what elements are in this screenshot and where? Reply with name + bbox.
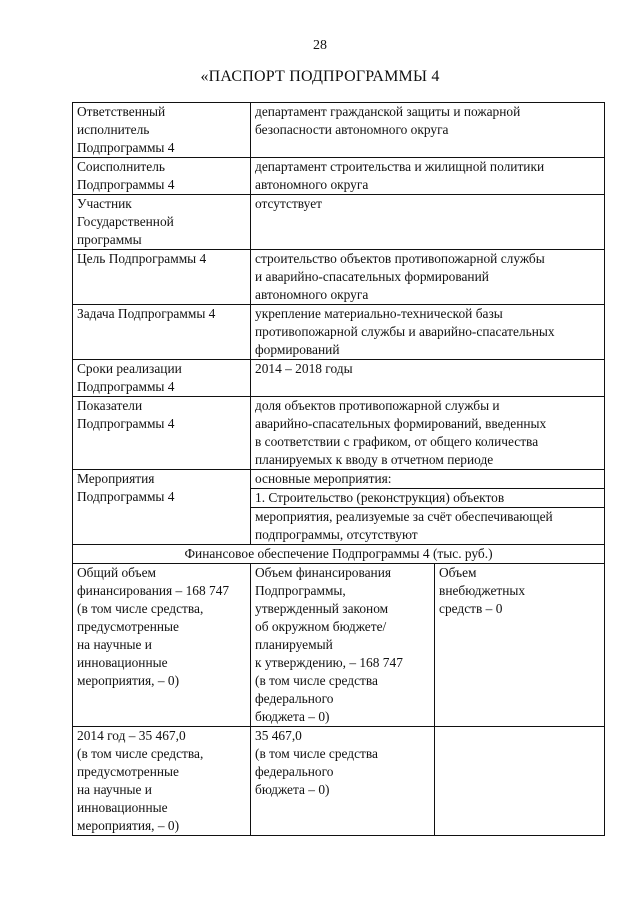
page-title: «ПАСПОРТ ПОДПРОГРАММЫ 4 <box>200 68 440 85</box>
table-row <box>73 250 605 305</box>
table-row <box>73 360 605 397</box>
row-label: Показатели Подпрограммы 4 <box>73 397 251 470</box>
measures-label: Мероприятия Подпрограммы 4 <box>73 470 251 545</box>
financing-total-row <box>73 564 605 727</box>
page-number: 28 <box>313 38 327 53</box>
financing-header: Финансовое обеспечение Подпрограммы 4 (тыс. руб.) <box>73 545 605 564</box>
row-label: Цель Подпрограммы 4 <box>73 250 251 305</box>
row-label: Задача Подпрограммы 4 <box>73 305 251 360</box>
row-value: строительство объектов противопожарной службы и аварийно-спасательных формирований автономного округа <box>251 250 605 305</box>
row-value: департамент гражданской защиты и пожарной безопасности автономного округа <box>251 103 605 158</box>
financing-total-col1: Общий объем финансирования – 168 747 (в том числе средства, предусмотренные на научные и инновационные мероприятия, – 0) <box>73 564 251 727</box>
measures-line-construction: 1. Строительство (реконструкция) объектов <box>251 488 604 507</box>
financing-2014-col1: 2014 год – 35 467,0 (в том числе средства, предусмотренные на научные и инновационные мероприятия, – 0) <box>73 727 251 836</box>
table-row <box>73 397 605 470</box>
table-row-measures <box>73 470 605 545</box>
row-label: Сроки реализации Подпрограммы 4 <box>73 360 251 397</box>
table-row <box>73 195 605 250</box>
measures-value <box>251 470 605 545</box>
row-value: 2014 – 2018 годы <box>251 360 605 397</box>
passport-table <box>72 102 605 836</box>
financing-2014-row <box>73 727 605 836</box>
table-row <box>73 305 605 360</box>
measures-line-supporting: мероприятия, реализуемые за счёт обеспечивающей подпрограммы, отсутствуют <box>251 507 604 544</box>
row-value: укрепление материально-технической базы противопожарной службы и аварийно-спасательных формирований <box>251 305 605 360</box>
financing-total-col3: Объем внебюджетных средств – 0 <box>435 564 605 727</box>
row-label: Соисполнитель Подпрограммы 4 <box>73 158 251 195</box>
financing-total-col2: Объем финансирования Подпрограммы, утвержденный законом об окружном бюджете/ планируемый к утверждению, – 168 747 (в том числе средства федерального бюджета – 0) <box>251 564 435 727</box>
financing-2014-col2: 35 467,0 (в том числе средства федерального бюджета – 0) <box>251 727 435 836</box>
row-value: департамент строительства и жилищной политики автономного округа <box>251 158 605 195</box>
financing-2014-col3 <box>435 727 605 836</box>
row-value: доля объектов противопожарной службы и аварийно-спасательных формирований, введенных в соответствии с графиком, от общего количества планируемых к вводу в отчетном периоде <box>251 397 605 470</box>
measures-line-main: основные мероприятия: <box>255 471 392 486</box>
row-label: Ответственный исполнитель Подпрограммы 4 <box>73 103 251 158</box>
row-label: Участник Государственной программы <box>73 195 251 250</box>
financing-header-row <box>73 545 605 564</box>
row-value: отсутствует <box>251 195 605 250</box>
table-row <box>73 103 605 158</box>
table-row <box>73 158 605 195</box>
